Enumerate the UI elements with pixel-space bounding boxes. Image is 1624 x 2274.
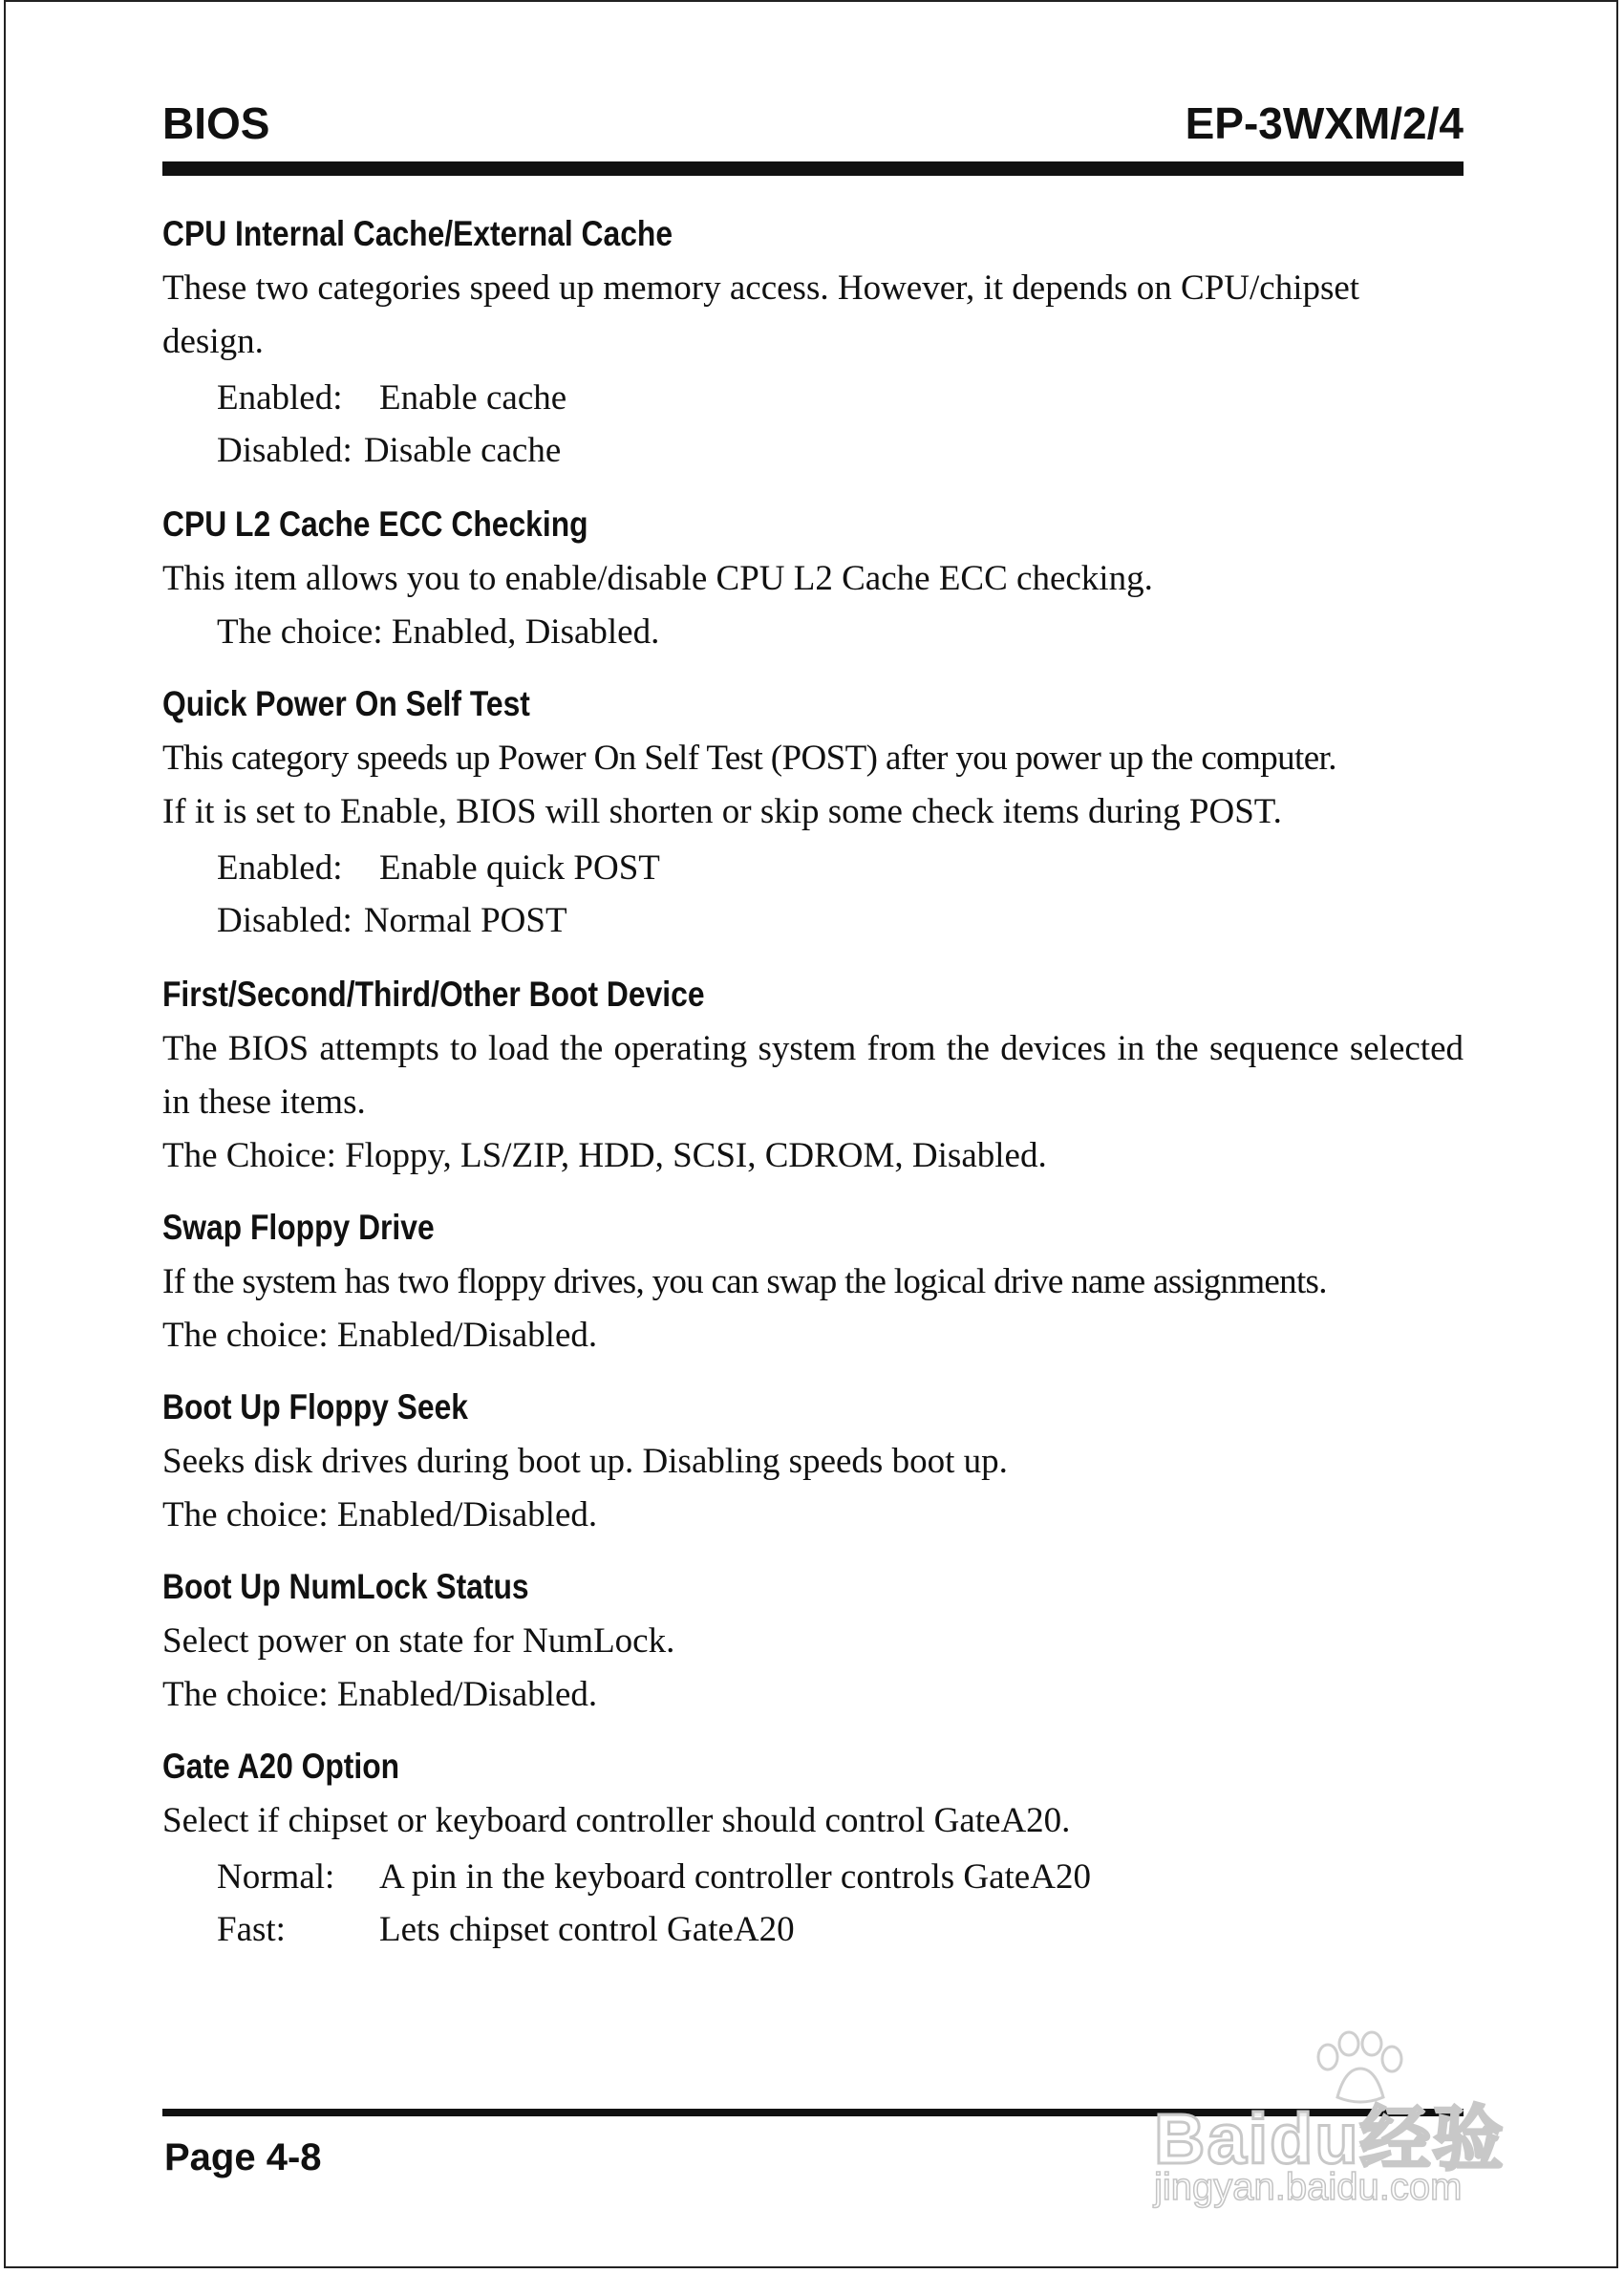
option-key: Disabled: [217,901,353,940]
section-quick-post [162,680,1464,950]
paragraph: The BIOS attempts to load the operating system from the devices in the sequence selected in these items. [162,1029,1464,1122]
paragraph: If the system has two floppy drives, you can swap the logical drive name assignments. [162,1262,1327,1301]
option-row [162,421,1464,480]
option-value: A pin in the keyboard controller controls GateA20 [379,1857,1091,1897]
section-gate-a20 [162,1743,1464,1959]
section-numlock [162,1563,1464,1722]
option-key: Enabled: [217,848,343,888]
paragraph: If it is set to Enable, BIOS will shorten or skip some check items during POST. [162,792,1282,831]
option-value: Lets chipset control GateA20 [379,1910,795,1949]
option-key: Fast: [217,1910,286,1949]
paragraph: The choice: Enabled/Disabled. [162,1675,598,1714]
paragraph: The choice: Enabled/Disabled. [162,1495,598,1534]
watermark [1154,2030,1536,2212]
section-cpu-cache [162,210,1464,480]
section-boot-device [162,971,1464,1183]
section-title: First/Second/Third/Other Boot Device [162,975,705,1014]
paragraph: Select if chipset or keyboard controller should control GateA20. [162,1801,1071,1840]
watermark-url: jingyan.baidu.com [1154,2166,1463,2208]
section-title: Gate A20 Option [162,1747,400,1786]
option-value: Enable cache [379,378,567,418]
paragraph: These two categories speed up memory access. However, it depends on CPU/chipset design. [162,268,1360,361]
option-row [162,1848,1464,1906]
option-row [162,369,1464,427]
choice-line: The choice: Enabled, Disabled. [217,612,660,652]
section-title: Swap Floppy Drive [162,1208,435,1247]
option-row [162,839,1464,897]
paragraph: The choice: Enabled/Disabled. [162,1316,598,1355]
option-key: Disabled: [217,431,353,470]
option-key: Normal: [217,1857,335,1897]
header-rule [162,161,1464,176]
section-title: CPU Internal Cache/External Cache [162,214,673,253]
page-header [162,97,1464,155]
option-row [162,891,1464,950]
watermark-brand: Baidu经验 [1154,2099,1506,2178]
paragraph: The Choice: Floppy, LS/ZIP, HDD, SCSI, CDROM, Disabled. [162,1136,1047,1175]
option-row [162,1900,1464,1959]
page-number: Page 4-8 [164,2136,322,2178]
option-value: Normal POST [363,901,567,940]
header-section-title: BIOS [162,98,270,148]
option-value: Disable cache [363,431,562,470]
section-title: Boot Up Floppy Seek [162,1387,468,1427]
paragraph: This item allows you to enable/disable CPU L2 Cache ECC checking. [162,559,1153,598]
option-value: Enable quick POST [379,848,660,888]
paragraph: Select power on state for NumLock. [162,1621,675,1661]
option-key: Enabled: [217,378,343,418]
section-title: Quick Power On Self Test [162,684,530,723]
section-title: Boot Up NumLock Status [162,1567,529,1606]
header-model-name: EP-3WXM/2/4 [1185,98,1464,148]
section-title: CPU L2 Cache ECC Checking [162,504,588,544]
document-body [162,210,1464,1980]
section-l2-ecc [162,501,1464,659]
paragraph: This category speeds up Power On Self Test (POST) after you power up the computer. [162,739,1336,778]
section-swap-floppy [162,1204,1464,1362]
paragraph: Seeks disk drives during boot up. Disabling speeds boot up. [162,1442,1008,1481]
section-floppy-seek [162,1384,1464,1542]
